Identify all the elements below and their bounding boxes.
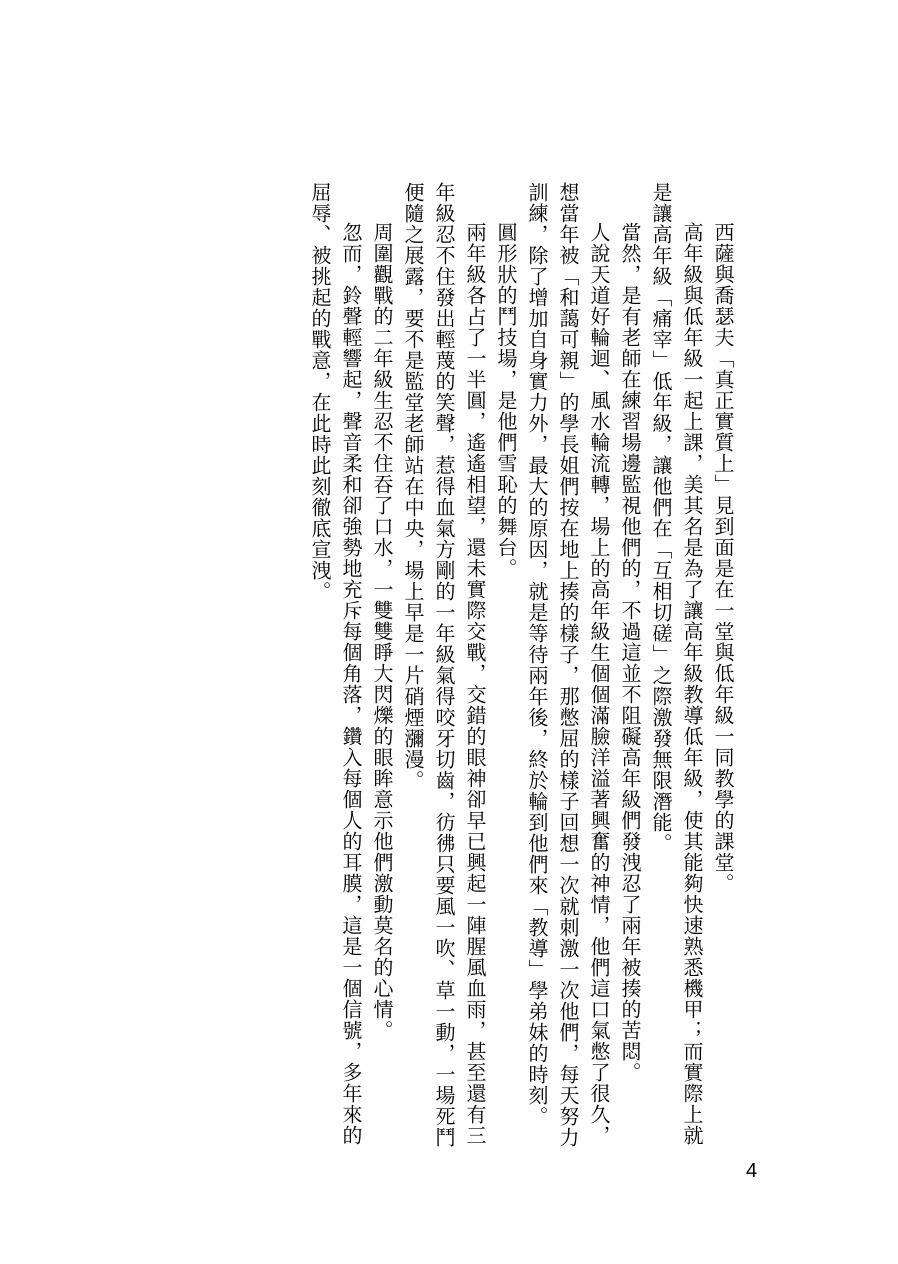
paragraph: 忽而，鈴聲輕響起，聲音柔和卻強勢地充斥每個角落，鑽入每個人的耳膜，這是一個信號，多年來的屈辱、被挑起的戰意，在此時此刻徹底宣洩。	[308, 182, 363, 1146]
paragraph: 西薩與喬瑟夫「真正實質上」見到面是在一堂與低年級一同教學的課堂。	[711, 222, 735, 894]
paragraph: 當然，是有老師在練習場邊監視他們的，不過這並不阻礙高年級們發洩忍了兩年被揍的苦悶。	[618, 222, 642, 1083]
vertical-text-body	[148, 182, 738, 1162]
paragraph: 周圍觀戰的二年級生忍不住吞了口水，一雙雙睜大閃爍的眼眸意示他們激動莫名的心情。	[370, 222, 394, 1041]
paragraph: 高年級與低年級一起上課，美其名是為了讓高年級教導低年級，使其能夠快速熟悉機甲；而實際上就是讓高年級「痛宰」低年級，讓他們在「互相切磋」之際激發無限潛能。	[649, 182, 704, 1146]
page-number: 4	[746, 1160, 758, 1182]
paragraph: 兩年級各占了一半圓，遙遙相望，還未實際交戰，交錯的眼神卻早已興起一陣腥風血雨，甚至還有三年級忍不住發出輕蔑的笑聲，惹得血氣方剛的一年級氣得咬牙切齒，彷彿只要風一吹、草一動，一場死鬥便隨之展露，要不是監堂老師站在中央，場上早是一片硝煙瀰漫。	[401, 182, 487, 1148]
paragraph: 人說天道好輪迴、風水輪流轉，場上的高年級生個個滿臉洋溢著興奮的神情，他們這口氣憋了很久，想當年被「和藹可親」的學長姐們按在地上揍的樣子，那憋屈的樣子回想一次就刺激一次他們，每天努力訓練，除了增加自身實力外，最大的原因，就是等待兩年後，終於輪到他們來「教導」學弟妹的時刻。	[525, 182, 611, 1148]
paragraph: 圓形狀的鬥技場，是他們雪恥的舞台。	[494, 222, 518, 579]
